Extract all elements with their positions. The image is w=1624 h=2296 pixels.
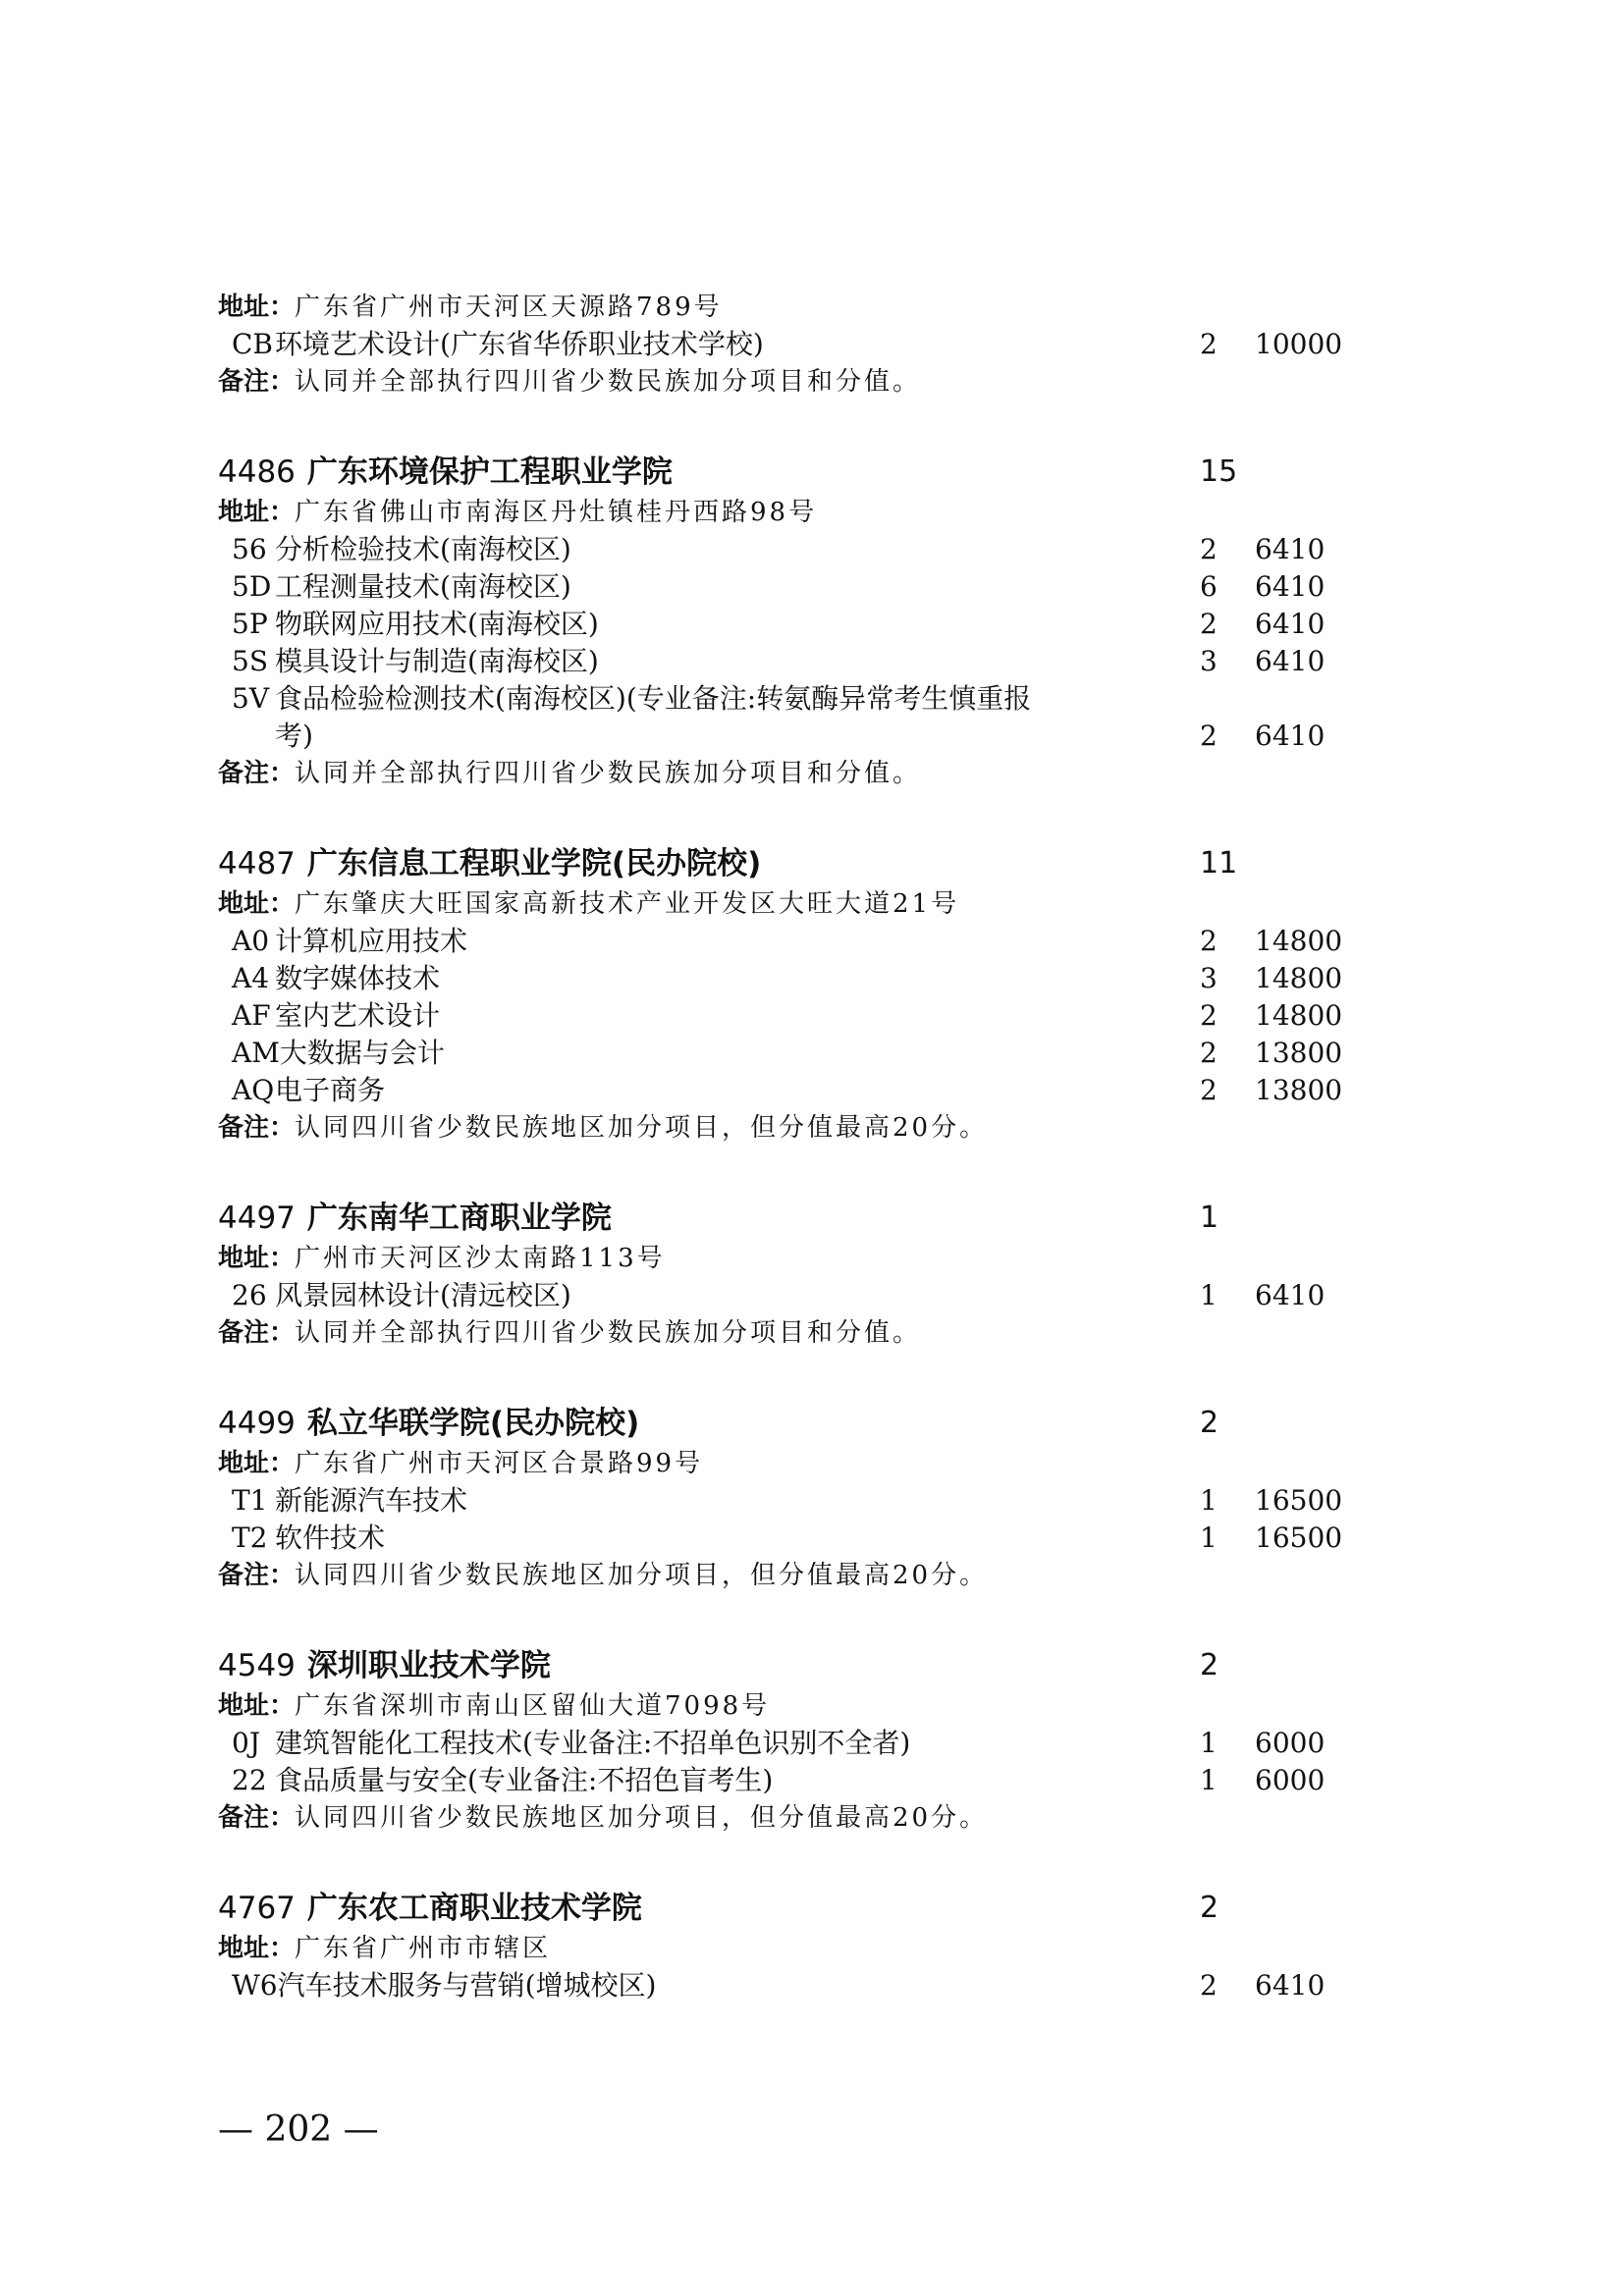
institution-header: 4767 广东农工商职业技术学院 2 — [218, 1891, 1219, 1926]
address-line: 地址：广东省广州市市辖区 — [218, 1934, 552, 1963]
major-row-continuation: 考) 2 6410 — [275, 720, 1326, 752]
institution-header: 4549 深圳职业技术学院 2 — [218, 1648, 1219, 1683]
address-line: 地址：广州市天河区沙太南路113号 — [218, 1244, 666, 1273]
address-line: 地址：广东省佛山市南海区丹灶镇桂丹西路98号 — [218, 498, 818, 527]
address-line: 地址：广东省广州市天河区天源路789号 — [218, 293, 723, 322]
major-row: 22 食品质量与安全(专业备注:不招色盲考生) 1 6000 — [232, 1764, 1326, 1796]
major-row: T2 软件技术 1 16500 — [232, 1522, 1343, 1554]
major-row: A4 数字媒体技术 3 14800 — [232, 962, 1343, 994]
note-line: 备注：认同四川省少数民族地区加分项目，但分值最高20分。 — [218, 1561, 989, 1590]
major-row: 56 分析检验技术(南海校区) 2 6410 — [232, 533, 1326, 565]
institution-header: 4499 私立华联学院(民办院校) 2 — [218, 1406, 1219, 1441]
major-row: 5P 物联网应用技术(南海校区) 2 6410 — [232, 608, 1326, 640]
institution-header: 4487 广东信息工程职业学院(民办院校) 11 — [218, 846, 1238, 881]
note-line: 备注：认同四川省少数民族地区加分项目，但分值最高20分。 — [218, 1803, 989, 1833]
major-row: 5V 食品检验检测技术(南海校区)(专业备注:转氨酶异常考生慎重报 — [232, 682, 1032, 715]
major-row: A0 计算机应用技术 2 14800 — [232, 925, 1343, 957]
note-line: 备注：认同并全部执行四川省少数民族加分项目和分值。 — [218, 1318, 922, 1348]
major-row: 26 风景园林设计(清远校区) 1 6410 — [232, 1279, 1326, 1311]
major-row: W6汽车技术服务与营销(增城校区) 2 6410 — [232, 1969, 1326, 2002]
major-row: 5S 模具设计与制造(南海校区) 3 6410 — [232, 645, 1326, 677]
institution-header: 4497 广东南华工商职业学院 1 — [218, 1201, 1219, 1236]
address-line: 地址：广东省广州市天河区合景路99号 — [218, 1449, 704, 1478]
major-row: CB环境艺术设计(广东省华侨职业技术学校) 2 10000 — [232, 328, 1343, 360]
address-line: 地址：广东省深圳市南山区留仙大道7098号 — [218, 1691, 771, 1721]
major-row: 5D 工程测量技术(南海校区) 6 6410 — [232, 570, 1326, 603]
note-line: 备注：认同并全部执行四川省少数民族加分项目和分值。 — [218, 367, 922, 397]
page-number: — 202 — — [218, 2109, 379, 2150]
major-row: AM大数据与会计 2 13800 — [232, 1037, 1343, 1069]
note-line: 备注：认同并全部执行四川省少数民族加分项目和分值。 — [218, 759, 922, 788]
institution-header: 4486 广东环境保护工程职业学院 15 — [218, 454, 1238, 490]
major-row: T1 新能源汽车技术 1 16500 — [232, 1484, 1343, 1517]
address-line: 地址：广东肇庆大旺国家高新技术产业开发区大旺大道21号 — [218, 889, 960, 919]
note-line: 备注：认同四川省少数民族地区加分项目，但分值最高20分。 — [218, 1113, 989, 1143]
major-row: 0J 建筑智能化工程技术(专业备注:不招单色识别不全者) 1 6000 — [232, 1727, 1326, 1759]
major-row: AQ电子商务 2 13800 — [232, 1074, 1343, 1106]
major-row: AF 室内艺术设计 2 14800 — [232, 999, 1343, 1032]
